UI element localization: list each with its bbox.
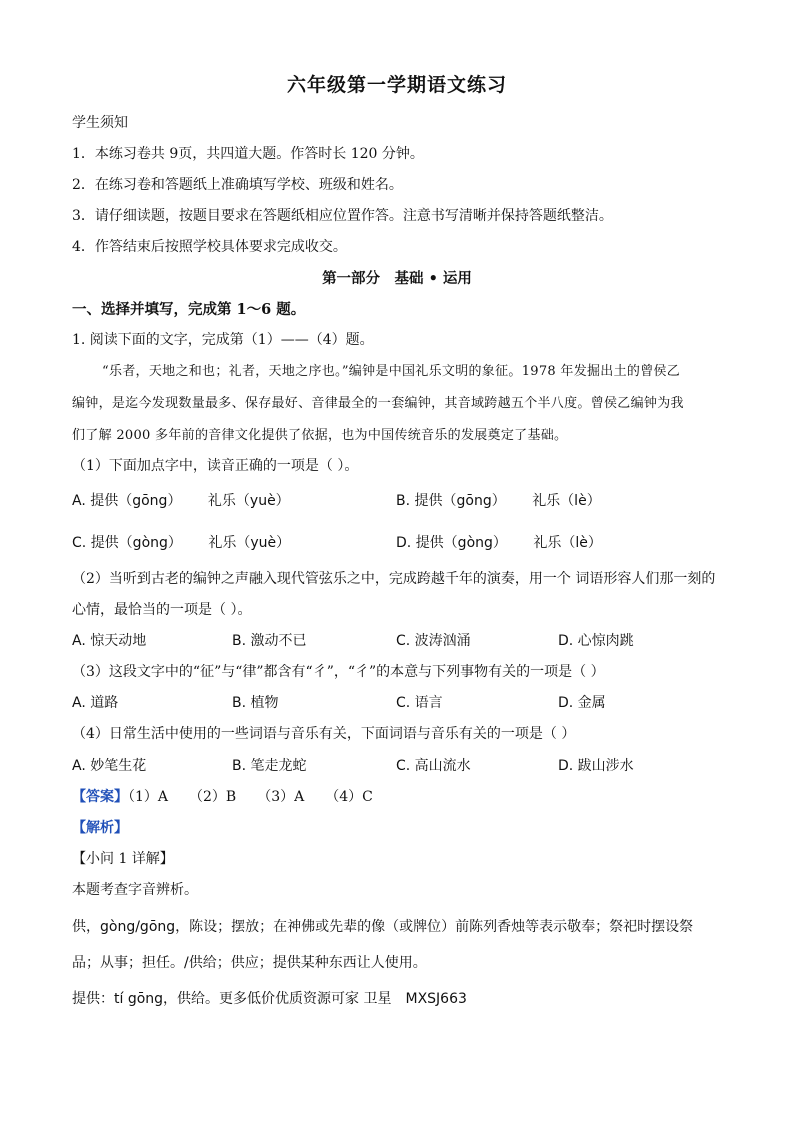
option-word: 提供（gōng） [90,493,182,509]
answer-text: （1）A （2）B （3）A （4）C [128,789,373,805]
passage-line: “乐者，天地之和也；礼者，天地之序也。”编钟是中国礼乐文明的象征。1978 年发掘出土的曾侯乙 [102,364,681,379]
sub-question-stem: （2）当听到古老的编钟之声融入现代管弦乐之中，完成跨越千年的演奏，用一个 词语形容人们那一刻的 [72,571,716,587]
option-c: C. 高山流水 [396,758,471,774]
passage-line: 们了解 2000 多年前的音律文化提供了依据，也为中国传统音乐的发展奠定了基础。 [72,428,568,443]
answer-line [72,786,373,806]
option-word: 提供（gòng） [415,535,507,551]
sub-question-stem: （1）下面加点字中，读音正确的一项是（ ）。 [72,458,359,474]
option-d: D. 心惊肉跳 [558,633,634,649]
option-d: D. 金属 [558,695,606,711]
option-word: 提供（gōng） [414,493,506,509]
notice-heading: 学生须知 [72,115,128,131]
detail-label: 【小问 1 详解】 [72,851,174,867]
option-word: 礼乐（lè） [533,535,602,551]
detail-line: 品；从事；担任。/供给；供应；提供某种东西让人使用。 [72,955,427,971]
analysis-label: 【解析】 [72,820,128,836]
option-a [72,490,290,510]
option-word: 礼乐（lè） [532,493,601,509]
passage-line: 编钟，是迄今发现数量最多、保存最好、音律最全的一套编钟，其音域跨越五个半八度。曾侯乙编钟为我 [72,396,684,411]
sub-question-stem: （4）日常生活中使用的一些词语与音乐有关，下面词语与音乐有关的一项是（ ） [72,726,576,742]
notice-item: 2．在练习卷和答题纸上准确填写学校、班级和姓名。 [72,177,403,193]
option-word: 提供（gòng） [90,535,182,551]
question-intro: 1. 阅读下面的文字，完成第（1）——（4）题。 [72,332,374,348]
notice-item: 3．请仔细读题，按题目要求在答题纸相应位置作答。注意书写清晰并保持答题纸整洁。 [72,208,613,224]
notice-item: 4．作答结束后按照学校具体要求完成收交。 [72,239,347,255]
option-letter: B. [396,493,411,509]
option-c [72,532,290,552]
option-b: B. 激动不已 [232,633,307,649]
option-letter: D. [396,535,412,551]
option-d: D. 跋山涉水 [558,758,634,774]
sub-question-stem: （3）这段文字中的“征”与“律”都含有“彳”，“彳”的本意与下列事物有关的一项是（ ） [72,664,605,680]
option-a: A. 妙笔生花 [72,758,147,774]
detail-line: 本题考查字音辨析。 [72,882,198,898]
option-word: 礼乐（yuè） [208,535,291,551]
section-heading: 一、选择并填写，完成第 1～6 题。 [72,301,306,318]
page-title: 六年级第一学期语文练习 [286,74,507,96]
answer-label: 【答案】 [72,789,128,805]
option-word: 礼乐（yuè） [207,493,290,509]
option-a: A. 道路 [72,695,119,711]
option-letter: C. [72,535,87,551]
notice-item: 1．本练习卷共 9页，共四道大题。作答时长 120 分钟。 [72,146,424,162]
detail-line: 提供：tí gōng，供给。更多低价优质资源可家 卫星 MXSJ663 [72,991,467,1007]
option-c: C. 波涛汹涌 [396,633,471,649]
detail-line: 供，gòng/gōng，陈设；摆放；在神佛或先辈的像（或牌位）前陈列香烛等表示敬奉；祭祀时摆设祭 [72,919,694,935]
option-b: B. 笔走龙蛇 [232,758,307,774]
option-d [396,532,602,552]
option-b: B. 植物 [232,695,279,711]
option-letter: A. [72,493,86,509]
part-title: 第一部分 基础 • 运用 [322,270,472,287]
option-a: A. 惊天动地 [72,633,147,649]
option-b [396,490,601,510]
sub-question-stem: 心情，最恰当的一项是（ ）。 [72,602,252,618]
option-c: C. 语言 [396,695,443,711]
